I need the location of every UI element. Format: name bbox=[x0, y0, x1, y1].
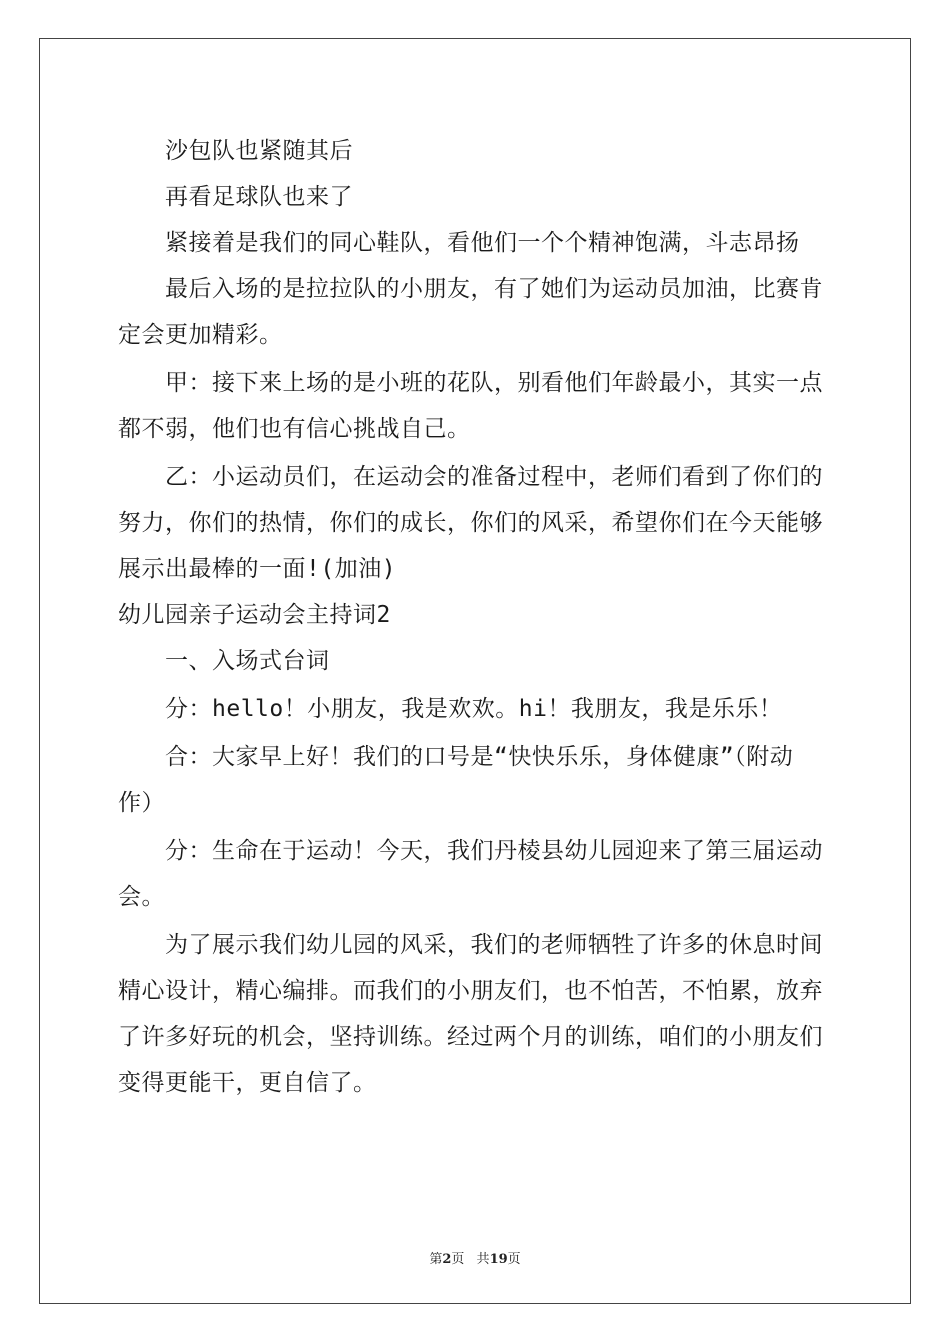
text-line: 会。 bbox=[118, 884, 165, 910]
section-heading: 幼儿园亲子运动会主持词2 bbox=[118, 602, 391, 628]
text-line: 甲：接下来上场的是小班的花队，别看他们年龄最小，其实一点 bbox=[165, 370, 823, 396]
text-line: 紧接着是我们的同心鞋队，看他们一个个精神饱满，斗志昂扬 bbox=[165, 230, 800, 256]
text-line: 沙包队也紧随其后 bbox=[165, 138, 353, 164]
text-line: 了许多好玩的机会，坚持训练。经过两个月的训练，咱们的小朋友们 bbox=[118, 1024, 823, 1050]
text-line: 分：hello！小朋友，我是欢欢。hi！我朋友，我是乐乐！ bbox=[165, 696, 783, 722]
text-line: 都不弱，他们也有信心挑战自己。 bbox=[118, 416, 471, 442]
text-line: 分：生命在于运动！今天，我们丹棱县幼儿园迎来了第三届运动 bbox=[165, 838, 823, 864]
page-footer bbox=[0, 1248, 950, 1267]
text-line: 定会更加精彩。 bbox=[118, 322, 283, 348]
document-body bbox=[118, 128, 834, 1106]
text-line: 乙：小运动员们，在运动会的准备过程中，老师们看到了你们的 bbox=[165, 464, 823, 490]
text-line: 精心设计，精心编排。而我们的小朋友们，也不怕苦，不怕累，放弃 bbox=[118, 978, 823, 1004]
text-line: 再看足球队也来了 bbox=[165, 184, 353, 210]
text-line: 一、入场式台词 bbox=[165, 648, 330, 674]
text-line: 努力，你们的热情，你们的成长，你们的风采，希望你们在今天能够 bbox=[118, 510, 823, 536]
text-line: 为了展示我们幼儿园的风采，我们的老师牺牲了许多的休息时间 bbox=[165, 932, 823, 958]
text-line: 最后入场的是拉拉队的小朋友，有了她们为运动员加油，比赛肯 bbox=[165, 276, 823, 302]
total-pages-indicator: 共19页 bbox=[476, 1252, 521, 1267]
text-line: 作） bbox=[118, 790, 165, 816]
text-line: 合：大家早上好！我们的口号是“快快乐乐，身体健康”（附动 bbox=[165, 744, 794, 770]
text-line: 展示出最棒的一面!(加油) bbox=[118, 556, 397, 582]
page-indicator: 第2页 bbox=[429, 1252, 465, 1267]
text-line: 变得更能干，更自信了。 bbox=[118, 1070, 377, 1096]
